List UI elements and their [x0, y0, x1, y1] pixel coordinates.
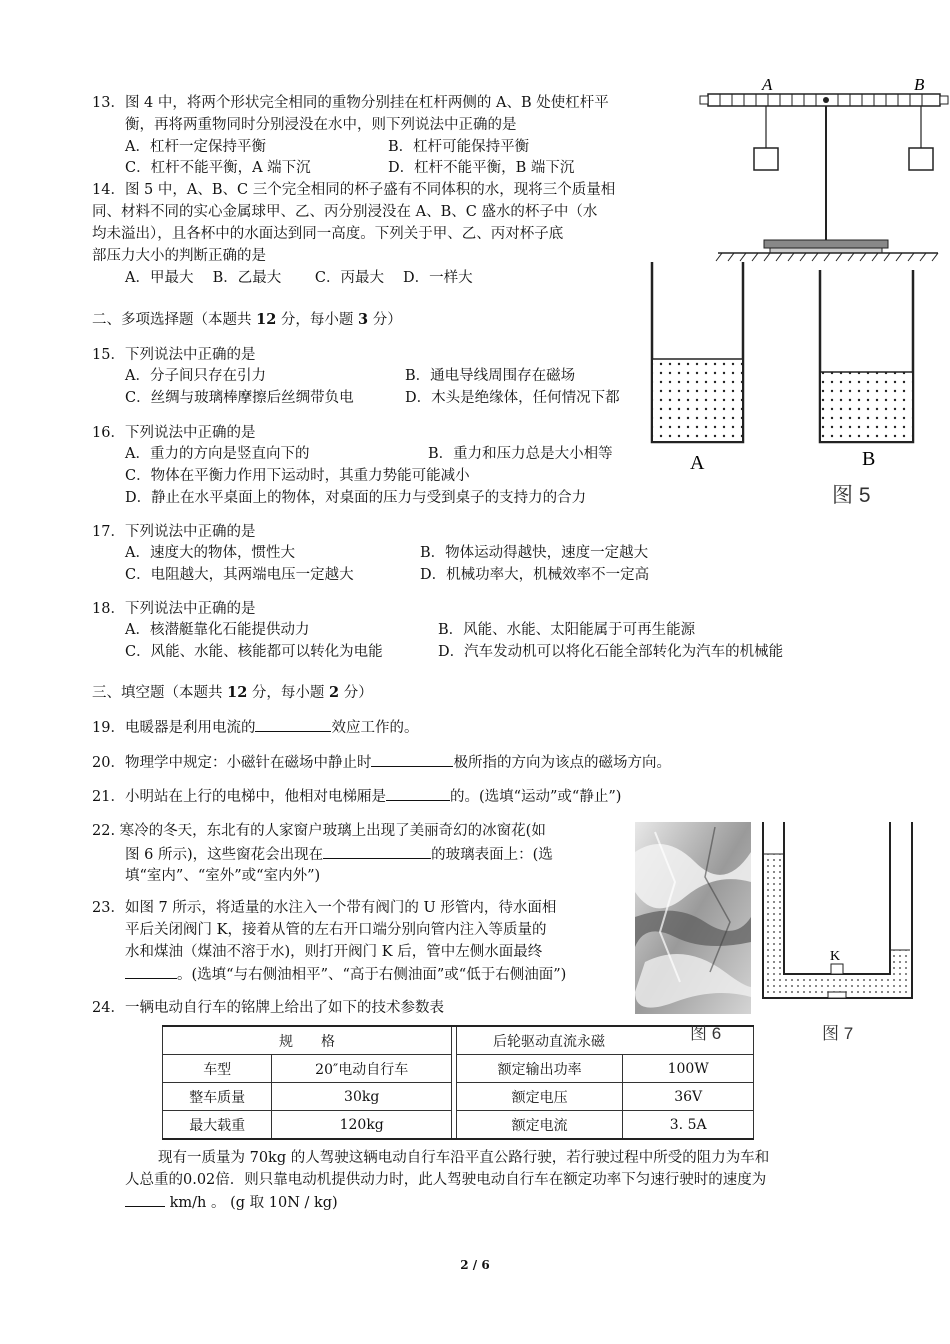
table-cell: 最大载重 [163, 1111, 272, 1140]
table-header-spec: 规 格 [163, 1026, 452, 1055]
q18-stem: 18．下列说法中正确的是 [92, 601, 256, 617]
q13-option-d: D．杠杆不能平衡，B 端下沉 [388, 160, 575, 176]
section-2-heading: 二、多项选择题（本题共 12 分，每小题 3 分） [92, 311, 402, 328]
q15-stem: 15．下列说法中正确的是 [92, 347, 256, 363]
q23-line2: 平后关闭阀门 K，接着从管的左右开口端分别向管内注入等质量的 [125, 922, 547, 938]
q19-blank[interactable] [255, 717, 331, 732]
q17-option-b: B．物体运动得越快，速度一定越大 [420, 545, 649, 561]
fig4-label-b: B [914, 75, 925, 94]
q17-option-a: A．速度大的物体，惯性大 [125, 545, 295, 561]
table-cell: 额定电压 [457, 1083, 623, 1111]
fig5-label-b: B [862, 448, 876, 470]
figure-7-u-tube [760, 822, 920, 1002]
q13-line2: 衡，再将两重物同时分别浸没在水中，则下列说法中正确的是 [125, 117, 517, 133]
table-row [163, 1111, 754, 1140]
q17-stem: 17．下列说法中正确的是 [92, 524, 256, 540]
q20: 20．物理学中规定：小磁针在磁场中静止时 极所指的方向为该点的磁场方向。 [92, 752, 671, 773]
q16-stem: 16．下列说法中正确的是 [92, 425, 256, 441]
q13-option-c: C．杠杆不能平衡，A 端下沉 [125, 160, 311, 176]
q18-option-a: A．核潜艇靠化石能提供动力 [125, 622, 310, 638]
q24-para-line2: 人总重的0.02倍．则只靠电动机提供动力时，此人驾驶电动自行车在额定功率下匀速行驶时的速度为 [125, 1172, 767, 1188]
q24-blank[interactable] [125, 1192, 165, 1207]
table-row [163, 1083, 754, 1111]
q22-line2: 图 6 所示)，这些窗花会出现在 的玻璃表面上：(选 [125, 844, 553, 865]
q13-option-a: A．杠杆一定保持平衡 [125, 139, 266, 155]
table-cell: 车型 [163, 1055, 272, 1083]
q14-line3: 均未溢出），且各杯中的水面达到同一高度。下列关于甲、乙、丙对杯子底 [92, 226, 564, 242]
fig5-caption: 图 5 [832, 484, 871, 507]
q21-blank[interactable] [386, 786, 450, 801]
table-cell: 3. 5A [623, 1111, 754, 1140]
q23-line3: 水和煤油（煤油不溶于水)，则打开阀门 K 后，管中左侧水面最终 [125, 944, 543, 960]
table-cell: 36V [623, 1083, 754, 1111]
table-cell: 20″电动自行车 [272, 1055, 452, 1083]
q16-option-c: C．物体在平衡力作用下运动时，其重力势能可能减小 [125, 468, 470, 484]
q15-option-c: C．丝绸与玻璃棒摩擦后丝绸带负电 [125, 390, 354, 406]
table-row [163, 1026, 754, 1055]
q16-option-a: A．重力的方向是竖直向下的 [125, 446, 310, 462]
table-cell: 额定电流 [457, 1111, 623, 1140]
q14-line2: 同、材料不同的实心金属球甲、乙、丙分别浸没在 A、B、C 盛水的杯子中（水 [92, 204, 598, 220]
table-cell: 30kg [272, 1083, 452, 1111]
fig5-label-a: A [690, 452, 705, 474]
q24-para-line1: 现有一质量为 70kg 的人驾驶这辆电动自行车沿平直公路行驶，若行驶过程中所受的阻力为车和 [158, 1150, 770, 1166]
section-3-heading: 三、填空题（本题共 12 分，每小题 2 分） [92, 684, 373, 701]
table-cell: 额定输出功率 [457, 1055, 623, 1083]
page-number: 2 / 6 [460, 1258, 490, 1272]
table-header-motor: 后轮驱动直流永磁 [457, 1026, 754, 1055]
fig7-valve-label: K [830, 949, 841, 964]
q19: 19．电暖器是利用电流的 效应工作的。 [92, 717, 418, 738]
q21: 21．小明站在上行的电梯中，他相对电梯厢是 的。(选填“运动”或“静止”) [92, 786, 621, 807]
spec-table [162, 1025, 754, 1140]
figure-4-lever [698, 72, 950, 268]
q22-blank[interactable] [323, 844, 431, 859]
q16-option-d: D．静止在水平桌面上的物体，对桌面的压力与受到桌子的支持力的合力 [125, 490, 587, 506]
q18-option-d: D．汽车发动机可以将化石能全部转化为汽车的机械能 [438, 644, 784, 660]
fig4-label-a: A [762, 75, 773, 94]
q23-line4: 。(选填“与右侧油相平”、“高于右侧油面”或“低于右侧油面”) [125, 964, 566, 985]
q18-option-c: C．风能、水能、核能都可以转化为电能 [125, 644, 383, 660]
q24-stem: 24．一辆电动自行车的铭牌上给出了如下的技术参数表 [92, 1000, 444, 1016]
q22-line1: 22. 寒冷的冬天，东北有的人家窗户玻璃上出现了美丽奇幻的冰窗花(如 [92, 823, 546, 839]
q22-line3: 填“室内”、“室外”或“室内外”) [125, 868, 321, 884]
q15-option-d: D．木头是绝缘体，任何情况下都 [405, 390, 620, 406]
q14-line4: 部压力大小的判断正确的是 [92, 248, 266, 264]
q13-line1: 13．图 4 中，将两个形状完全相同的重物分别挂在杠杆两侧的 A、B 处使杠杆平 [92, 95, 609, 111]
q14-line1: 14．图 5 中，A、B、C 三个完全相同的杯子盛有不同体积的水，现将三个质量相 [92, 182, 616, 198]
table-cell: 100W [623, 1055, 754, 1083]
q18-option-b: B．风能、水能、太阳能属于可再生能源 [438, 622, 696, 638]
q17-option-c: C．电阻越大，其两端电压一定越大 [125, 567, 354, 583]
figure-5-cups [640, 262, 930, 512]
fig7-caption: 图 7 [822, 1024, 854, 1043]
q15-option-b: B．通电导线周围存在磁场 [405, 368, 576, 384]
q14-options: A．甲最大 B．乙最大 C．丙最大 D．一样大 [125, 270, 473, 286]
q23-line1: 23．如图 7 所示，将适量的水注入一个带有阀门的 U 形管内，待水面相 [92, 900, 557, 916]
q13-option-b: B．杠杆可能保持平衡 [388, 139, 530, 155]
q23-blank[interactable] [125, 964, 177, 979]
q20-blank[interactable] [371, 752, 453, 767]
table-row [163, 1055, 754, 1083]
fig6-caption: 图 6 [690, 1024, 722, 1043]
q17-option-d: D．机械功率大，机械效率不一定高 [420, 567, 650, 583]
q16-option-b: B．重力和压力总是大小相等 [428, 446, 613, 462]
table-cell: 整车质量 [163, 1083, 272, 1111]
q15-option-a: A．分子间只存在引力 [125, 368, 266, 384]
figure-6-ice-window-photo [635, 822, 751, 1014]
q24-para-line3: km/h 。 (g 取 10N / kg) [125, 1192, 338, 1213]
table-cell: 120kg [272, 1111, 452, 1140]
